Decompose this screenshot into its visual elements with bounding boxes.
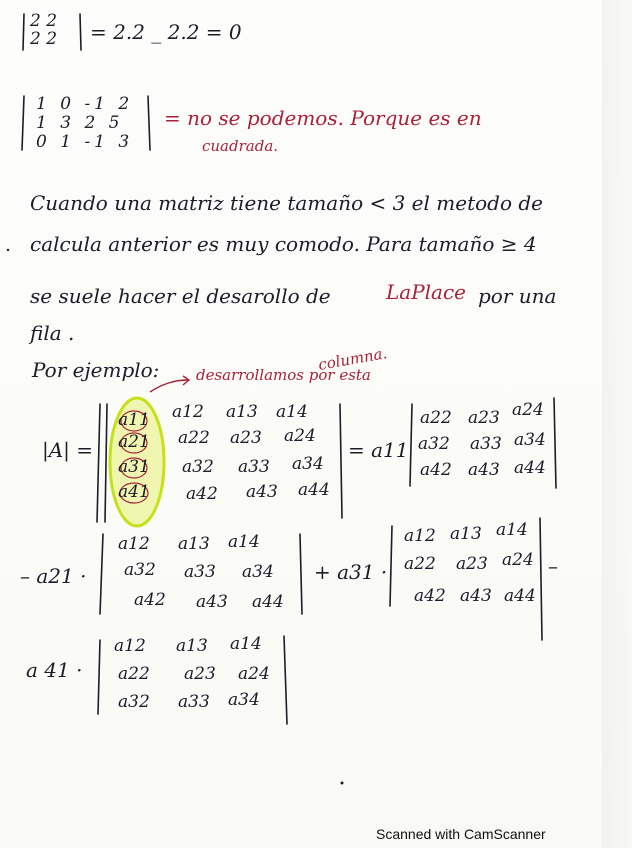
- minor31-right-bar: [540, 518, 542, 640]
- minor11-r3c1: a42: [420, 460, 452, 480]
- minor21-r3c3: a44: [252, 592, 284, 612]
- expansion-coef-a31: + a31 ·: [314, 560, 388, 584]
- minor11-right-bar: [554, 398, 556, 488]
- paragraph-line-1: Cuando una matriz tiene tamaño < 3 el metodo de: [30, 191, 543, 215]
- det4-right-bar: [148, 96, 150, 150]
- matrixA-a11: a11: [118, 410, 150, 430]
- matrixA-a32: a32: [182, 457, 214, 477]
- minor31-r1c2: a13: [450, 524, 482, 544]
- camscanner-footer: Scanned with CamScanner: [376, 826, 546, 842]
- matrixA-a42: a42: [186, 484, 218, 504]
- stray-dot-left: [7, 249, 9, 251]
- minor31-r2c3: a24: [502, 550, 534, 570]
- matrixA-a44: a44: [298, 480, 330, 500]
- paragraph-line-3-end: por una: [478, 284, 557, 308]
- expansion-coef-a41: a 41 ·: [26, 658, 83, 682]
- minor41-r1c2: a13: [176, 636, 208, 656]
- minor21-r1c3: a14: [228, 532, 260, 552]
- minor21-r3c1: a42: [134, 590, 166, 610]
- minor11-r2c3: a34: [514, 430, 546, 450]
- minor21-right-bar: [300, 534, 302, 614]
- det2-left-bar: [23, 14, 24, 50]
- det4-row-1: 1 0 -1 2: [36, 94, 134, 114]
- paragraph-line-2: calcula anterior es muy comodo. Para tamaño ≥ 4: [30, 232, 537, 256]
- det4-row-3: 0 1 -1 3: [36, 132, 134, 152]
- det2-row-2: 2 2: [30, 29, 58, 49]
- matrixA-lhs: |A| =: [42, 438, 94, 462]
- minor31-r3c2: a43: [460, 586, 492, 606]
- minor11-r3c3: a44: [514, 458, 546, 478]
- minor21-r2c2: a33: [184, 562, 216, 582]
- minor11-r1c3: a24: [512, 400, 544, 420]
- expansion-coef-a11: = a11: [348, 438, 409, 462]
- annotation-line-1: desarrollamos por esta: [196, 366, 371, 384]
- det2-right-bar: [80, 14, 81, 50]
- matrixA-a41: a41: [118, 482, 150, 502]
- minor41-r2c2: a23: [184, 664, 216, 684]
- minor41-r3c2: a33: [178, 692, 210, 712]
- minor11-r2c2: a33: [470, 434, 502, 454]
- det2-row-1: 2 2: [30, 11, 58, 31]
- matrixA-a33: a33: [238, 457, 270, 477]
- paragraph-line-4: fila .: [30, 321, 75, 345]
- det4-note-line-2: cuadrada.: [202, 137, 279, 155]
- matrixA-a21: a21: [118, 432, 150, 452]
- minor41-r1c1: a12: [114, 636, 146, 656]
- det4-row-2: 1 3 2 5: [36, 113, 124, 133]
- matrixA-a34: a34: [292, 454, 324, 474]
- minor41-r2c3: a24: [238, 664, 270, 684]
- matrixA-a43: a43: [246, 482, 278, 502]
- matrixA-a13: a13: [226, 402, 258, 422]
- minor21-r2c1: a32: [124, 560, 156, 580]
- stray-dot: [341, 782, 344, 785]
- minor41-r1c3: a14: [230, 634, 262, 654]
- minor31-left-bar: [390, 526, 392, 606]
- minor41-right-bar: [284, 636, 287, 724]
- minor31-r3c3: a44: [504, 586, 536, 606]
- minor31-r1c1: a12: [404, 526, 436, 546]
- minor11-r1c1: a22: [420, 408, 452, 428]
- minor21-r1c1: a12: [118, 534, 150, 554]
- example-label: Por ejemplo:: [32, 358, 160, 382]
- annotation-line-2: columna.: [316, 344, 389, 374]
- matrixA-left-bar: [97, 404, 100, 522]
- matrixA-a14: a14: [276, 402, 308, 422]
- laplace-highlight: LaPlace: [386, 280, 467, 304]
- matrixA-a23: a23: [230, 428, 262, 448]
- matrixA-a31: a31: [118, 457, 150, 477]
- minor21-r3c2: a43: [196, 592, 228, 612]
- det2-result: = 2.2 _ 2.2 = 0: [90, 20, 242, 44]
- expansion-coef-a21: – a21 ·: [20, 564, 87, 588]
- minor21-r2c3: a34: [242, 562, 274, 582]
- minor21-left-bar: [100, 534, 103, 614]
- minor11-r2c1: a32: [418, 434, 450, 454]
- minor11-r1c2: a23: [468, 408, 500, 428]
- minor41-r2c1: a22: [118, 664, 150, 684]
- minor21-r1c2: a13: [178, 534, 210, 554]
- det4-note-line-1: = no se podemos. Porque es en: [164, 106, 482, 130]
- matrixA-right-bar: [340, 404, 342, 518]
- expansion-minus: –: [548, 554, 558, 578]
- minor31-r3c1: a42: [414, 586, 446, 606]
- det4-left-bar: [22, 96, 24, 150]
- minor11-left-bar: [410, 404, 412, 486]
- matrixA-a22: a22: [178, 428, 210, 448]
- matrixA-a24: a24: [284, 426, 316, 446]
- minor31-r2c1: a22: [404, 554, 436, 574]
- minor41-r3c3: a34: [228, 690, 260, 710]
- minor41-r3c1: a32: [118, 692, 150, 712]
- paragraph-line-3: se suele hacer el desarollo de: [30, 284, 331, 308]
- matrixA-a12: a12: [172, 402, 204, 422]
- minor31-r1c3: a14: [496, 520, 528, 540]
- minor41-left-bar: [98, 640, 100, 714]
- minor11-r3c2: a43: [468, 460, 500, 480]
- matrixA-left-bar-inner: [105, 404, 107, 522]
- minor31-r2c2: a23: [456, 554, 488, 574]
